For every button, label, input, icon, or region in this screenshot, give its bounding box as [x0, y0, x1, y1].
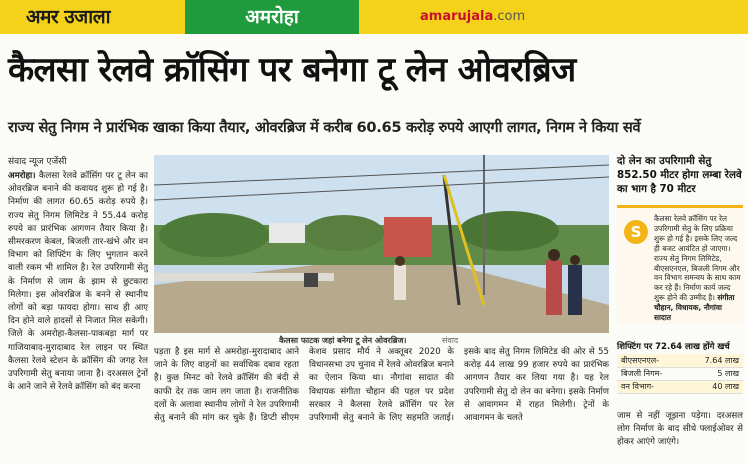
article-columns-middle: पड़ता है इस मार्ग से अमरोहा-मुरादाबाद आने जाने के लिए वाहनों का सर्वाधिक दबाव रहता है। कुछ मिनट को रेलवे क्रॉसिंग की बंदी से काफी देर तक जाम लग जाता है। राजनीतिक दलों के अलावा स्थानीय लोगों ने रेल उपरिगामी सेतु बनाने की मांग कर चुके हैं। डिप्टी सीएम केशव प्रसाद मौर्य ने अक्तूबर 2020 के विधानसभा उप चुनाव में रेलवे ओवरब्रिज बनाने का ऐलान किया था। नौगांवा सादात की विधायक संगीता चौहान की पहल पर प्रदेश सरकार ने कैलसा रेलवे क्रॉसिंग पर रेल उपरिगामी सेतु बनाने के लिए सहमति जताई। इसके बाद सेतु निगम लिमिटेड की ओर से 55 करोड़ 44 लाख 99 हजार रुपये का प्रारंभिक आगणन तैयार कर लिया गया है। यह रेल उपरिगामी सेतु दो लेन का बनेगा। इसके निर्माण से आवागमन में राहत मिलेगी। ट्रेनों के आवागमन के चलते — [154, 347, 609, 424]
dateline: अमरोहा। — [8, 171, 36, 181]
site-tld: .com — [493, 9, 526, 24]
row-label: बीएसएनएल- — [617, 354, 685, 367]
article-photo — [154, 155, 609, 333]
article-column-right: जाम से नहीं जूझना पड़ेगा। दरअसल लोग निर्माण के बाद सीधे फ्लाईओवर से होकर आएंगे जाएंगे। — [617, 411, 743, 448]
sidebar-title: दो लेन का उपरिगामी सेतु 852.50 मीटर होगा लम्बा रेलवे का भाग है 70 मीटर — [617, 155, 742, 195]
left-column-text: कैलसा रेलवे क्रॉसिंग पर टू लेन का ओवरब्रिज बनाने की कवायद शुरू हो गई है। निर्माण की लागत 60.65 करोड़ रुपये है। राज्य सेतु निगम लिमिटेड ने 55.44 करोड़ रुपये का प्रारंभिक आगणन तैयार किया है। सीमरकरण केबल, बिजली तार-खंभे और वन विभाग को शिफ्टिंग के लिए भुगतान करने वाली रकम भी शामिल है। रेल उपरिगामी सेतु के निर्माण से जाम के झाम से छुटकारा मिलेगा। इस ओवरब्रिज के बनने से स्थानीय लोगों को बड़ा फायदा होगा। साथ ही आए दिन होने वाले हादसों से निजात मिल सकेगी। जिले के अमरोहा-कैलसा-पाकबड़ा मार्ग पर गाजियाबाद-मुरादाबाद रेल लाइन पर स्थित कैलसा रेलवे स्टेशन के क्रॉसिंग की जगह रेल उपरिगामी सेतु बनाया जाना है। दरअसल ट्रेनों के आने जाने से रेलवे क्रॉसिंग को बंद करना — [8, 171, 148, 393]
masthead — [0, 0, 748, 34]
row-label: वन विभाग- — [617, 380, 685, 393]
shifting-cost-heading: शिफ्टिंग पर 72.64 लाख होंगे खर्च — [617, 342, 730, 352]
row-value: 7.64 लाख — [685, 354, 743, 367]
table-row — [617, 367, 743, 380]
article-column-left — [8, 170, 148, 464]
article-headline: कैलसा रेलवे क्रॉसिंग पर बनेगा टू लेन ओवरब्रिज — [8, 50, 576, 90]
byline: संवाद न्यूज एजेंसी — [8, 157, 67, 167]
quote-text — [654, 214, 741, 323]
bystander — [546, 260, 562, 315]
quote-box — [617, 205, 743, 325]
newspaper-logo: अमर उजाला — [26, 6, 110, 28]
site-url[interactable] — [420, 9, 525, 24]
city-tag: अमरोहा — [185, 0, 359, 34]
building — [384, 217, 432, 257]
row-value: 5 लाख — [685, 367, 743, 380]
table-row — [617, 354, 743, 367]
railway-crossing-photo — [154, 155, 609, 333]
pedestrian — [394, 265, 406, 300]
quote-author: संगीता चौहान, विधायक, नौगांवा सादात — [654, 293, 735, 323]
shifting-cost-table — [617, 354, 743, 394]
caption-text: कैलसा फाटक जहां बनेगा टू लेन ओवरब्रिज। — [279, 336, 407, 345]
table-row — [617, 380, 743, 393]
quote-body: कैलसा रेलवे क्रॉसिंग पर रेल उपरिगामी सेतु के लिए प्रक्रिया शुरू हो गई है। इसके लिए जल्द ही बजट आवंटित हो जाएगा। राज्य सेतु निगम लिमिटेड, बीएसएनएल, बिजली निगम और वन विभाग समन्वय के साथ काम कर रहे हैं। निर्माण कार्य जल्द शुरू होने की उम्मीद है। — [654, 214, 741, 303]
caption-credit: संवाद — [442, 336, 459, 345]
signboard — [269, 223, 305, 243]
site-name: amarujala — [420, 9, 494, 24]
article-subhead: राज्य सेतु निगम ने प्रारंभिक खाका किया तैयार, ओवरब्रिज में करीब 60.65 करोड़ रुपये आएगी लागत, निगम ने किया सर्वे — [8, 119, 641, 136]
row-label: बिजली निगम- — [617, 367, 685, 380]
sun-logo-icon: S — [624, 220, 648, 244]
motorbike — [304, 273, 318, 287]
row-value: 40 लाख — [685, 380, 743, 393]
photo-caption — [154, 334, 609, 346]
